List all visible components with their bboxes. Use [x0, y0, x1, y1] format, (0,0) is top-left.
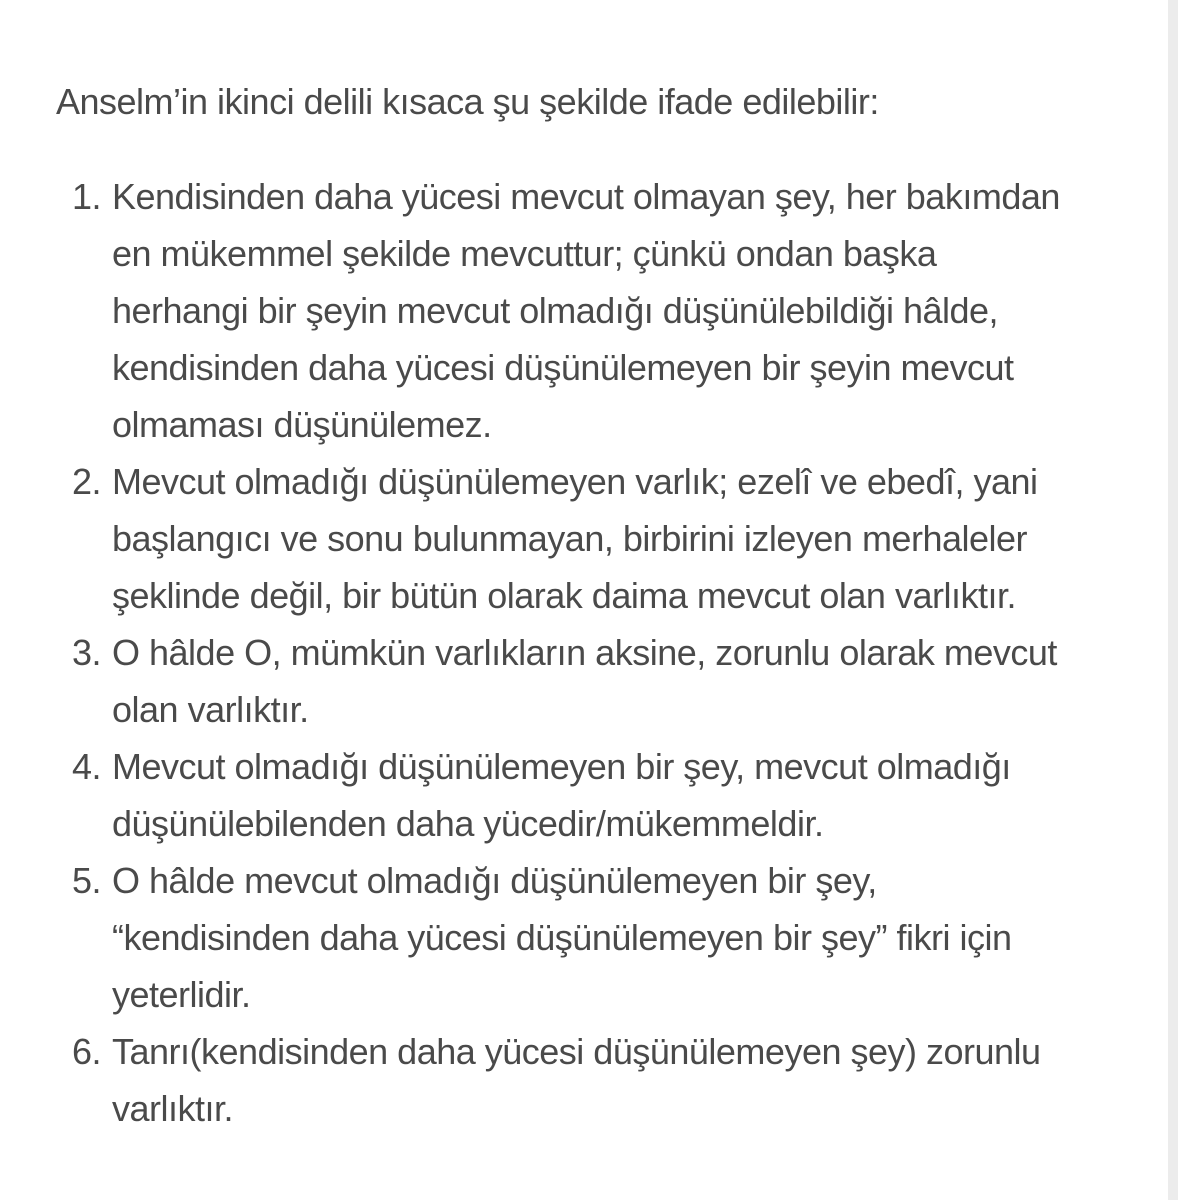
list-item-line: olan varlıktır. [112, 689, 309, 730]
list-item-line: olmaması düşünülemez. [112, 404, 492, 445]
list-item-line: en mükemmel şekilde mevcuttur; çünkü ondan başka [112, 233, 937, 274]
list-item-number: 1. [72, 176, 102, 217]
list-item-number: 3. [72, 632, 102, 673]
intro-paragraph: Anselm’in ikinci delili kısaca şu şekilde ifade edilebilir: [56, 81, 879, 122]
list-item [56, 624, 1116, 738]
list-item-number: 6. [72, 1031, 102, 1072]
list-item-number: 4. [72, 746, 102, 787]
list-item-line: O hâlde mevcut olmadığı düşünülemeyen bir şey, [112, 860, 877, 901]
list-item-line: O hâlde O, mümkün varlıkların aksine, zorunlu olarak mevcut [112, 632, 1057, 673]
scrollbar-track[interactable] [1168, 0, 1178, 1200]
list-item-line: yeterlidir. [112, 974, 251, 1015]
list-item-line: Tanrı(kendisinden daha yücesi düşünülemeyen şey) zorunlu [112, 1031, 1041, 1072]
argument-list [56, 168, 1116, 1137]
list-item [56, 852, 1116, 1023]
list-item [56, 1023, 1116, 1137]
list-item-line: Mevcut olmadığı düşünülemeyen varlık; ezelî ve ebedî, yani [112, 461, 1038, 502]
list-item-number: 2. [72, 461, 102, 502]
list-item [56, 738, 1116, 852]
list-item-line: varlıktır. [112, 1088, 234, 1129]
list-item-number: 5. [72, 860, 102, 901]
list-item-line: kendisinden daha yücesi düşünülemeyen bir şeyin mevcut [112, 347, 1014, 388]
list-item-line: Kendisinden daha yücesi mevcut olmayan şey, her bakımdan [112, 176, 1060, 217]
list-item-line: “kendisinden daha yücesi düşünülemeyen bir şey” fikri için [112, 917, 1012, 958]
list-item-line: şeklinde değil, bir bütün olarak daima mevcut olan varlıktır. [112, 575, 1016, 616]
list-item-line: Mevcut olmadığı düşünülemeyen bir şey, mevcut olmadığı [112, 746, 1011, 787]
list-item [56, 168, 1116, 453]
list-item-line: başlangıcı ve sonu bulunmayan, birbirini izleyen merhaleler [112, 518, 1028, 559]
list-item-line: herhangi bir şeyin mevcut olmadığı düşünülebildiği hâlde, [112, 290, 999, 331]
document-body [56, 72, 1116, 1137]
list-item-line: düşünülebilenden daha yücedir/mükemmeldir. [112, 803, 824, 844]
list-item [56, 453, 1116, 624]
